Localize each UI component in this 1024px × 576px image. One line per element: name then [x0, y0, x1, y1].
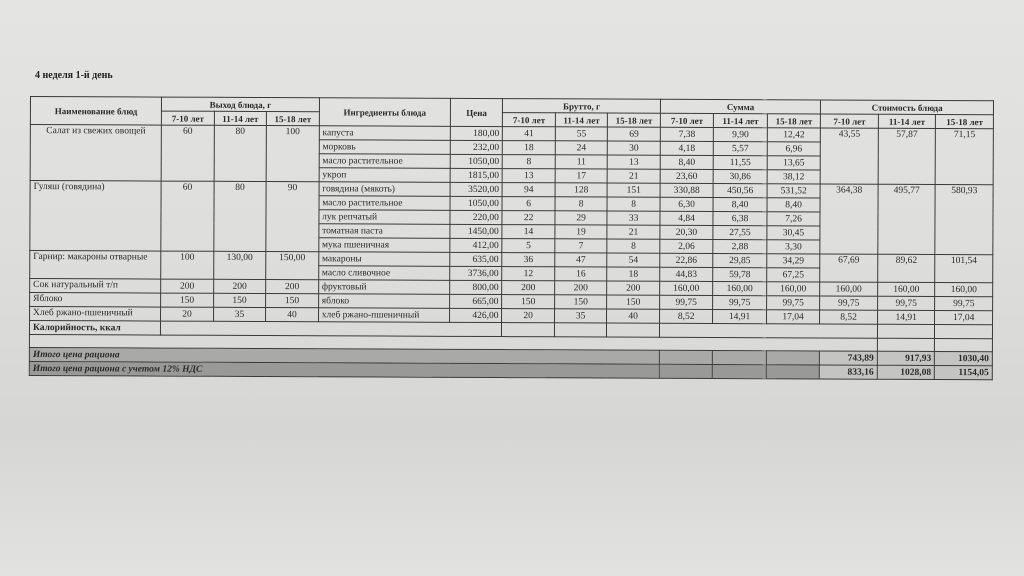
menu-cost-table [29, 96, 994, 380]
yield-value: 150,00 [266, 252, 319, 280]
calories-empty-cell [659, 323, 877, 338]
ingredient-name: говядина (мякоть) [319, 182, 450, 197]
ingredient-name: масло сливочное [318, 266, 449, 281]
ingredient-price: 1050,00 [450, 154, 503, 168]
ingredient-name: мука пшеничная [319, 238, 450, 253]
total-empty-cell [659, 364, 713, 378]
yield-value: 130,00 [213, 251, 266, 279]
header-dish-cost: Стоимость блюда [821, 100, 994, 115]
total-empty-cell [713, 364, 767, 378]
gross-value: 17 [555, 169, 608, 183]
yield-value: 150 [213, 293, 266, 307]
gross-value: 128 [555, 183, 608, 197]
header-price: Цена [450, 98, 503, 126]
calories-empty-cell [935, 324, 993, 338]
ingredient-name: морковь [319, 140, 450, 155]
yield-value: 200 [213, 279, 266, 293]
gross-value: 47 [555, 253, 608, 267]
gross-value: 14 [502, 225, 555, 239]
gross-value: 13 [608, 155, 661, 169]
calories-label: Калорийность, ккал [29, 321, 160, 336]
sum-value: 4,18 [660, 141, 714, 155]
gross-value: 7 [555, 239, 608, 253]
calories-empty-cell [502, 323, 555, 337]
ingredient-name: капуста [319, 126, 450, 141]
ration-vat-total-value: 1028,08 [877, 365, 935, 379]
sum-value: 99,75 [766, 296, 820, 310]
sum-value: 59,78 [713, 267, 767, 281]
header-sum: Сумма [660, 99, 821, 114]
gross-value: 8 [607, 239, 660, 253]
header-yield-age-15-18: 15-18 лет [267, 112, 320, 126]
sum-value: 13,65 [767, 156, 821, 170]
sum-value: 34,29 [767, 254, 821, 268]
dish-name: Гарнир: макароны отварные [30, 251, 161, 280]
gross-value: 36 [502, 253, 555, 267]
header-ingredients: Ингредиенты блюда [319, 98, 450, 127]
dish-name: Салат из свежих овощей [30, 125, 161, 182]
ingredient-name: укроп [319, 168, 450, 183]
gross-value: 24 [555, 141, 608, 155]
sum-value: 8,40 [767, 198, 821, 212]
sum-value: 9,90 [714, 127, 768, 141]
gross-value: 18 [607, 267, 660, 281]
gross-value: 150 [554, 295, 607, 309]
ingredient-price: 665,00 [449, 294, 502, 308]
gross-value: 29 [555, 211, 608, 225]
sum-value: 4,84 [660, 211, 714, 225]
ingredient-price: 232,00 [450, 140, 503, 154]
header-dish-name: Наименование блюд [30, 97, 161, 126]
sum-value: 160,00 [766, 282, 820, 296]
header-gross-age-15-18: 15-18 лет [608, 113, 661, 127]
dish-name: Хлеб ржано-пшеничный [30, 307, 161, 322]
ingredient-price: 800,00 [450, 280, 503, 294]
gross-value: 20 [502, 309, 555, 323]
gross-value: 33 [607, 211, 660, 225]
dish-name: Сок натуральный т/п [30, 279, 161, 294]
ingredient-price: 635,00 [450, 252, 503, 266]
spacer-cell [935, 338, 993, 351]
sum-value: 5,57 [714, 141, 768, 155]
yield-value: 60 [161, 125, 214, 181]
yield-value: 150 [161, 293, 214, 307]
gross-value: 8 [555, 197, 608, 211]
sum-value: 29,85 [713, 253, 767, 267]
gross-value: 69 [608, 127, 661, 141]
sum-value: 11,55 [714, 155, 768, 169]
gross-value: 11 [555, 155, 608, 169]
gross-value: 94 [502, 183, 555, 197]
sum-value: 160,00 [713, 281, 767, 295]
header-yield: Выход блюда, г [162, 97, 320, 112]
sum-value: 330,88 [660, 183, 714, 197]
yield-value: 80 [214, 181, 267, 251]
gross-value: 8 [503, 155, 556, 169]
sum-value: 99,75 [659, 295, 713, 309]
sum-value: 7,26 [767, 212, 821, 226]
gross-value: 200 [555, 281, 608, 295]
header-gross: Брутто, г [503, 99, 661, 114]
header-sum-age-15-18: 15-18 лет [767, 114, 821, 128]
sum-value: 450,56 [713, 183, 767, 197]
calories-empty-cell [161, 321, 502, 336]
header-sum-age-7-10: 7-10 лет [660, 113, 714, 127]
dish-cost-value: 67,69 [820, 254, 878, 282]
ration-vat-total-label: Итого цена рациона с учетом 12% НДС [29, 361, 659, 378]
ration-vat-total-value: 1154,05 [935, 365, 993, 379]
dish-cost-value: 495,77 [878, 184, 936, 254]
ingredient-name: лук репчатый [319, 210, 450, 225]
dish-cost-value: 99,75 [877, 296, 935, 310]
gross-value: 19 [555, 225, 608, 239]
dish-cost-value: 101,54 [935, 254, 993, 282]
gross-value: 12 [502, 267, 555, 281]
yield-value: 200 [161, 279, 214, 293]
ingredient-name: масло растительное [319, 196, 450, 211]
gross-value: 21 [608, 169, 661, 183]
sum-value: 17,04 [766, 310, 820, 324]
header-gross-age-7-10: 7-10 лет [503, 113, 556, 127]
sum-value: 531,52 [767, 184, 821, 198]
ration-total-label: Итого цена рациона [29, 347, 659, 364]
ration-total-value: 743,89 [820, 351, 878, 365]
sum-value: 7,38 [660, 127, 714, 141]
gross-value: 22 [502, 211, 555, 225]
yield-value: 90 [266, 182, 319, 252]
ingredient-name: фруктовый [318, 280, 449, 295]
ingredient-name: яблоко [318, 294, 449, 309]
header-yield-age-7-10: 7-10 лет [162, 111, 215, 125]
sum-value: 30,86 [713, 169, 767, 183]
dish-cost-value: 160,00 [935, 282, 993, 296]
dish-name: Яблоко [30, 293, 161, 308]
header-sum-age-11-14: 11-14 лет [714, 113, 768, 127]
dish-cost-value: 99,75 [935, 296, 993, 310]
document-title: 4 неделя 1-й день [35, 70, 113, 81]
total-empty-cell [713, 350, 767, 364]
sum-value: 6,96 [767, 142, 821, 156]
ingredient-price: 1450,00 [450, 224, 503, 238]
dish-cost-value: 160,00 [820, 282, 878, 296]
ingredient-price: 412,00 [450, 238, 503, 252]
ingredient-price: 1050,00 [450, 196, 503, 210]
ingredient-name: масло растительное [319, 154, 450, 169]
gross-value: 41 [503, 127, 556, 141]
sum-value: 27,55 [713, 225, 767, 239]
dish-cost-value: 160,00 [877, 282, 935, 296]
yield-value: 150 [266, 294, 319, 308]
sum-value: 8,40 [713, 197, 767, 211]
yield-value: 100 [161, 251, 214, 279]
gross-value: 16 [555, 267, 608, 281]
sum-value: 3,30 [767, 240, 821, 254]
ingredient-name: макароны [318, 252, 449, 267]
dish-cost-value: 580,93 [935, 184, 993, 254]
sum-value: 2,88 [713, 239, 767, 253]
gross-value: 200 [502, 281, 555, 295]
sum-value: 67,25 [767, 268, 821, 282]
ration-total-value: 917,93 [877, 351, 935, 365]
ingredient-price: 3736,00 [450, 266, 503, 280]
gross-value: 35 [554, 309, 607, 323]
ration-vat-total-value: 833,16 [820, 365, 878, 379]
dish-name: Гуляш (говядина) [30, 181, 162, 252]
total-empty-cell [659, 350, 713, 364]
gross-value: 5 [502, 239, 555, 253]
gross-value: 18 [503, 141, 556, 155]
calories-empty-cell [877, 324, 935, 338]
yield-value: 60 [161, 181, 214, 251]
yield-value: 20 [161, 307, 214, 321]
sum-value: 8,40 [660, 155, 714, 169]
yield-value: 40 [266, 308, 319, 322]
calories-empty-cell [607, 323, 660, 337]
header-cost-age-7-10: 7-10 лет [821, 114, 879, 128]
gross-value: 151 [607, 183, 660, 197]
gross-value: 21 [607, 225, 660, 239]
header-gross-age-11-14: 11-14 лет [555, 113, 608, 127]
dish-cost-value: 364,38 [820, 184, 878, 254]
spacer-cell [877, 338, 935, 351]
sum-value: 12,42 [767, 128, 821, 142]
yield-value: 80 [214, 125, 267, 181]
ingredient-name: томатная паста [319, 224, 450, 239]
header-cost-age-15-18: 15-18 лет [936, 114, 994, 128]
gross-value: 13 [503, 169, 556, 183]
ingredient-price: 426,00 [449, 308, 502, 322]
total-empty-cell [766, 365, 820, 379]
sum-value: 23,60 [660, 169, 714, 183]
sum-value: 38,12 [767, 170, 821, 184]
sum-value: 22,86 [660, 253, 714, 267]
sum-value: 6,30 [660, 197, 714, 211]
ingredient-name: хлеб ржано-пшеничный [318, 308, 449, 323]
calories-empty-cell [554, 323, 607, 337]
dish-cost-value: 57,87 [878, 128, 936, 184]
yield-value: 200 [266, 280, 319, 294]
dish-cost-value: 89,62 [878, 254, 936, 282]
gross-value: 150 [502, 295, 555, 309]
sum-value: 20,30 [660, 225, 714, 239]
ingredient-price: 180,00 [450, 126, 503, 140]
sum-value: 160,00 [659, 281, 713, 295]
dish-cost-value: 43,55 [820, 128, 878, 184]
header-cost-age-11-14: 11-14 лет [878, 114, 936, 128]
ration-total-value: 1030,40 [935, 351, 993, 365]
gross-value: 54 [607, 253, 660, 267]
sum-value: 99,75 [713, 295, 767, 309]
ingredient-price: 220,00 [450, 210, 503, 224]
sum-value: 6,38 [713, 211, 767, 225]
dish-cost-value: 99,75 [820, 296, 878, 310]
gross-value: 8 [607, 197, 660, 211]
header-yield-age-11-14: 11-14 лет [214, 111, 267, 125]
gross-value: 150 [607, 295, 660, 309]
gross-value: 55 [555, 127, 608, 141]
sum-value: 8,52 [659, 309, 713, 323]
dish-cost-value: 8,52 [820, 310, 878, 324]
total-empty-cell [766, 351, 820, 365]
ingredient-price: 1815,00 [450, 168, 503, 182]
gross-value: 30 [608, 141, 661, 155]
yield-value: 35 [213, 307, 266, 321]
gross-value: 6 [502, 197, 555, 211]
yield-value: 100 [266, 126, 319, 182]
dish-cost-value: 17,04 [935, 310, 993, 324]
dish-cost-value: 71,15 [935, 128, 993, 184]
ingredient-price: 3520,00 [450, 182, 503, 196]
ration-vat-total-row [29, 361, 992, 379]
dish-cost-value: 14,91 [877, 310, 935, 324]
sum-value: 14,91 [713, 309, 767, 323]
sum-value: 30,45 [767, 226, 821, 240]
gross-value: 200 [607, 281, 660, 295]
sum-value: 44,83 [660, 267, 714, 281]
gross-value: 40 [607, 309, 660, 323]
sum-value: 2,06 [660, 239, 714, 253]
